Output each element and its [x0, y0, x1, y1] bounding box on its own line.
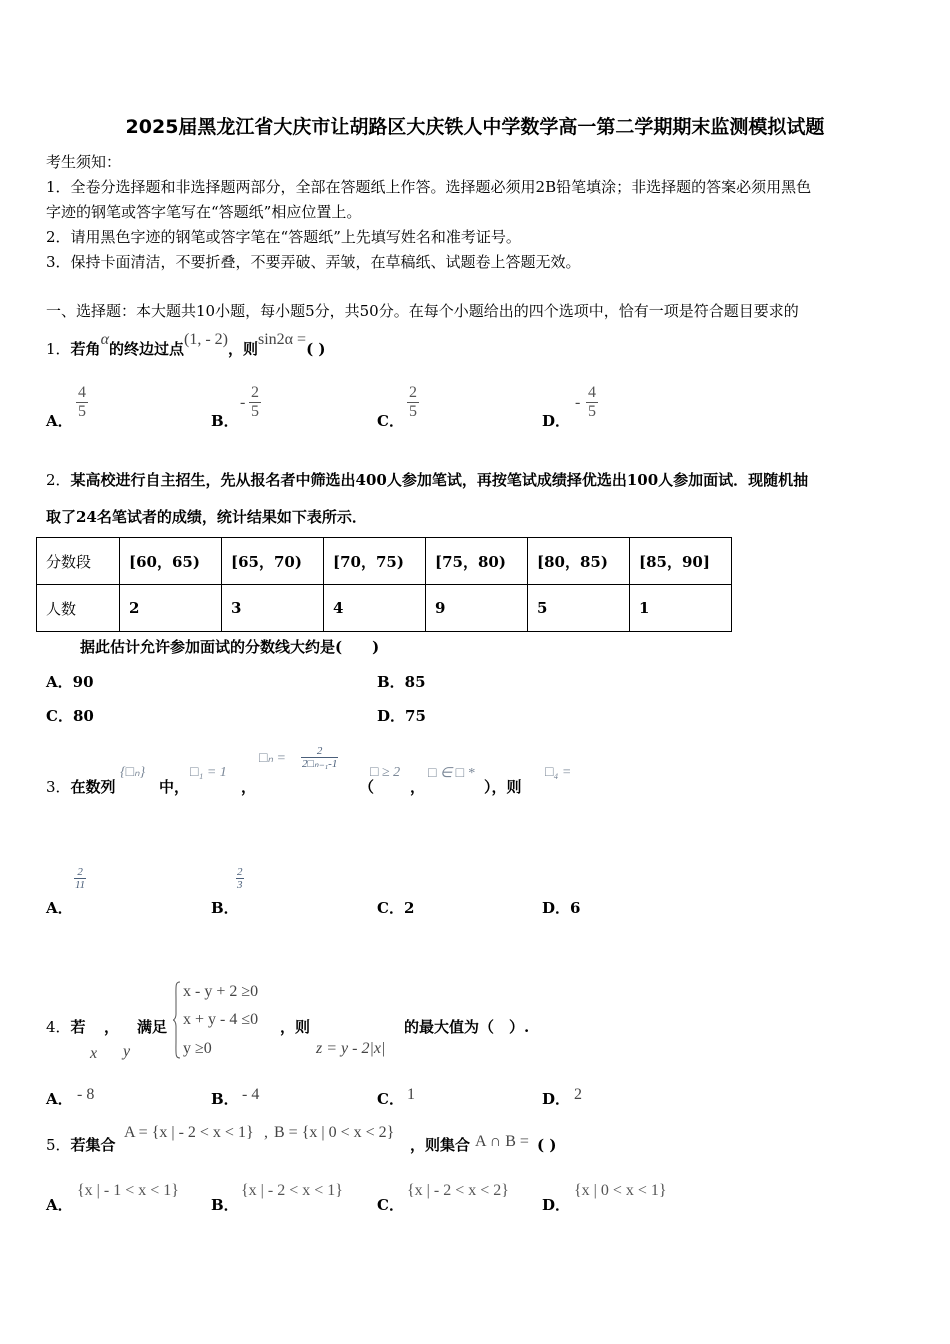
q5-paren: ( ) — [537, 1136, 557, 1154]
q1-b-den: 5 — [251, 403, 259, 420]
q4-option-d-value: 2 — [574, 1086, 582, 1103]
q3-number: 3． — [46, 778, 71, 796]
q4-option-a-value: - 8 — [77, 1086, 95, 1103]
q5-text-1: 若集合 — [70, 1136, 116, 1154]
q5-option-b-value: {x | - 2 < x < 1} — [241, 1182, 343, 1199]
q4-constraint-3: y ≥0 — [183, 1040, 212, 1057]
table-cell: [60，65) — [120, 538, 222, 585]
q1-option-b-label[interactable]: B． — [211, 412, 239, 430]
q1-option-c-fraction — [407, 384, 419, 421]
q5-option-a-value: {x | - 1 < x < 1} — [77, 1182, 179, 1199]
q1-option-c-label[interactable]: C． — [377, 412, 404, 430]
q5-stem-start — [46, 1135, 116, 1155]
q5-set-a: A = {x | - 2 < x < 1} — [124, 1124, 254, 1141]
q2-stem-line-2: 取了24名笔试者的成绩，统计结果如下表所示． — [46, 508, 367, 526]
q4-text-2: 满足 — [137, 1018, 168, 1036]
q2-option-c[interactable]: C．80 — [46, 707, 94, 725]
q3-an-lhs: □ₙ = — [259, 751, 286, 766]
q4-option-c-label[interactable]: C． — [377, 1090, 404, 1108]
q1-paren: ( ) — [306, 340, 326, 358]
q2-question: 据此估计允许参加面试的分数线大约是( ) — [80, 638, 380, 656]
q4-constraint-1: x - y + 2 ≥0 — [183, 983, 259, 1000]
page-title: 2025届黑龙江省大庆市让胡路区大庆铁人中学数学高一第二学期期末监测模拟试题 — [125, 116, 825, 138]
q1-text-3: ，则 — [227, 340, 258, 358]
q4-left-brace — [172, 980, 182, 1060]
table-cell: [85，90] — [630, 538, 732, 585]
table-cell: 分数段 — [37, 538, 120, 585]
q4-comma: ， — [104, 1018, 120, 1036]
q5-text-2: ，则集合 — [410, 1136, 471, 1154]
table-cell: [75，80) — [426, 538, 528, 585]
q1-option-a-label[interactable]: A． — [46, 412, 73, 430]
q2-option-d[interactable]: D．75 — [377, 707, 426, 725]
q4-objective: z = y - 2|x| — [316, 1040, 386, 1057]
q5-option-b-label[interactable]: B． — [211, 1196, 239, 1214]
q1-expr: sin2α = — [257, 331, 307, 348]
q1-alpha: α — [100, 331, 109, 348]
table-row — [37, 585, 732, 632]
q3-left-paren: （ — [359, 778, 375, 796]
q3-comma-2: ， — [410, 778, 426, 796]
q3-b-num: 2 — [237, 866, 243, 878]
q2-option-b[interactable]: B．85 — [377, 673, 426, 691]
q5-option-d-value: {x | 0 < x < 1} — [574, 1182, 667, 1199]
q3-b-den: 3 — [237, 879, 243, 891]
q3-a-num: 2 — [74, 866, 86, 879]
q3-text-1: 在数列 — [70, 778, 116, 796]
q1-b-sign: - — [240, 394, 246, 411]
q3-cond-2: □ ∈ □ * — [428, 766, 475, 781]
section-heading: 一、选择题：本大题共10小题，每小题5分，共50分。在每个小题给出的四个选项中，恰有一项是符合题目要求的 — [46, 302, 799, 320]
notice-item-1a: 1．全卷分选择题和非选择题两部分，全部在答题纸上作答。选择题必须用2B铅笔填涂；非选择题的答案必须用黑色 — [46, 178, 812, 196]
q4-text-1: 若 — [70, 1018, 86, 1036]
q4-option-c-value: 1 — [407, 1086, 415, 1103]
q1-option-a-fraction — [76, 384, 88, 421]
q1-option-b-fraction — [249, 384, 261, 421]
q3-option-b-label[interactable]: B． — [211, 899, 239, 917]
q1-number: 1． — [46, 340, 71, 358]
q2-number: 2． — [46, 471, 71, 489]
q1-a-num: 4 — [78, 384, 86, 401]
q3-option-c[interactable]: C．2 — [377, 899, 415, 917]
q3-frac-den: 2□ₙ₋₁-1 — [302, 758, 338, 770]
table-cell: 2 — [120, 585, 222, 632]
notice-heading: 考生须知： — [46, 153, 122, 171]
q4-stem-start — [46, 1017, 86, 1037]
table-cell: 4 — [324, 585, 426, 632]
q5-option-d-label[interactable]: D． — [542, 1196, 571, 1214]
q1-text-1: 若角 — [70, 340, 101, 358]
table-cell: [80，85) — [528, 538, 630, 585]
table-cell: 3 — [222, 585, 324, 632]
q2-stem-text-1: 某高校进行自主招生，先从报名者中筛选出400人参加笔试，再按笔试成绩择优选出100人参加面试．现随机抽 — [70, 471, 809, 489]
q4-option-d-label[interactable]: D． — [542, 1090, 571, 1108]
q1-b-num: 2 — [251, 384, 259, 401]
q3-sequence: {□ₙ} — [120, 765, 146, 780]
q4-number: 4． — [46, 1018, 71, 1036]
q1-text-2: 的终边过点 — [108, 340, 184, 358]
q5-expression: A ∩ B = — [475, 1133, 529, 1150]
q4-option-b-value: - 4 — [242, 1086, 260, 1103]
q3-an-fraction — [301, 745, 338, 770]
q1-d-den: 5 — [588, 403, 596, 420]
q1-c-den: 5 — [409, 403, 417, 420]
table-row — [37, 538, 732, 585]
table-cell: 5 — [528, 585, 630, 632]
q4-text-4: 的最大值为（ ）. — [404, 1018, 530, 1036]
q1-c-num: 2 — [409, 384, 417, 401]
q3-cond-1: □ ≥ 2 — [370, 765, 401, 780]
q1-point: (1, - 2) — [183, 331, 228, 348]
q3-option-a-fraction — [74, 866, 86, 891]
q3-a4: □₄ = — [545, 765, 572, 780]
q4-var-y: y — [123, 1043, 131, 1060]
q5-option-a-label[interactable]: A． — [46, 1196, 73, 1214]
notice-item-2: 2．请用黑色字迹的钢笔或答字笔在“答题纸”上先填写姓名和准考证号。 — [46, 228, 521, 246]
notice-item-3: 3．保持卡面清洁，不要折叠，不要弄破、弄皱，在草稿纸、试题卷上答题无效。 — [46, 253, 581, 271]
table-cell: [70，75) — [324, 538, 426, 585]
q2-option-a[interactable]: A．90 — [46, 673, 94, 691]
q3-right-paren: ），则 — [484, 778, 522, 796]
q3-a-den: 11 — [75, 879, 86, 891]
table-cell: 1 — [630, 585, 732, 632]
table-cell: 人数 — [37, 585, 120, 632]
q5-separator: , — [264, 1124, 268, 1141]
q3-option-d[interactable]: D．6 — [542, 899, 581, 917]
score-table — [36, 537, 732, 632]
q1-d-num: 4 — [588, 384, 596, 401]
q4-option-b-label[interactable]: B． — [211, 1090, 239, 1108]
q1-option-d-label[interactable]: D． — [542, 412, 571, 430]
q3-option-b-fraction — [236, 866, 244, 891]
q3-a1: □₁ = 1 — [190, 765, 227, 780]
q2-stem-line-1 — [46, 470, 808, 490]
q5-option-c-value: {x | - 2 < x < 2} — [407, 1182, 509, 1199]
q1-d-sign: - — [575, 394, 581, 411]
q4-constraint-2: x + y - 4 ≤0 — [183, 1011, 259, 1028]
q3-option-a-label[interactable]: A． — [46, 899, 73, 917]
q3-text-2: 中， — [159, 778, 190, 796]
q3-stem-start — [46, 777, 116, 797]
q1-option-d-fraction — [586, 384, 598, 421]
q4-var-x: x — [90, 1045, 98, 1062]
q1-stem — [46, 331, 326, 360]
q1-a-den: 5 — [78, 403, 86, 420]
q3-frac-num: 2 — [301, 745, 338, 758]
q5-option-c-label[interactable]: C． — [377, 1196, 404, 1214]
q5-number: 5． — [46, 1136, 71, 1154]
table-cell: 9 — [426, 585, 528, 632]
q5-set-b: B = {x | 0 < x < 2} — [274, 1124, 395, 1141]
q4-option-a-label[interactable]: A． — [46, 1090, 73, 1108]
q3-comma-1: ， — [241, 778, 257, 796]
table-cell: [65，70) — [222, 538, 324, 585]
q4-text-3: ，则 — [280, 1018, 311, 1036]
notice-item-1b: 字迹的钢笔或答字笔写在“答题纸”相应位置上。 — [46, 203, 362, 221]
